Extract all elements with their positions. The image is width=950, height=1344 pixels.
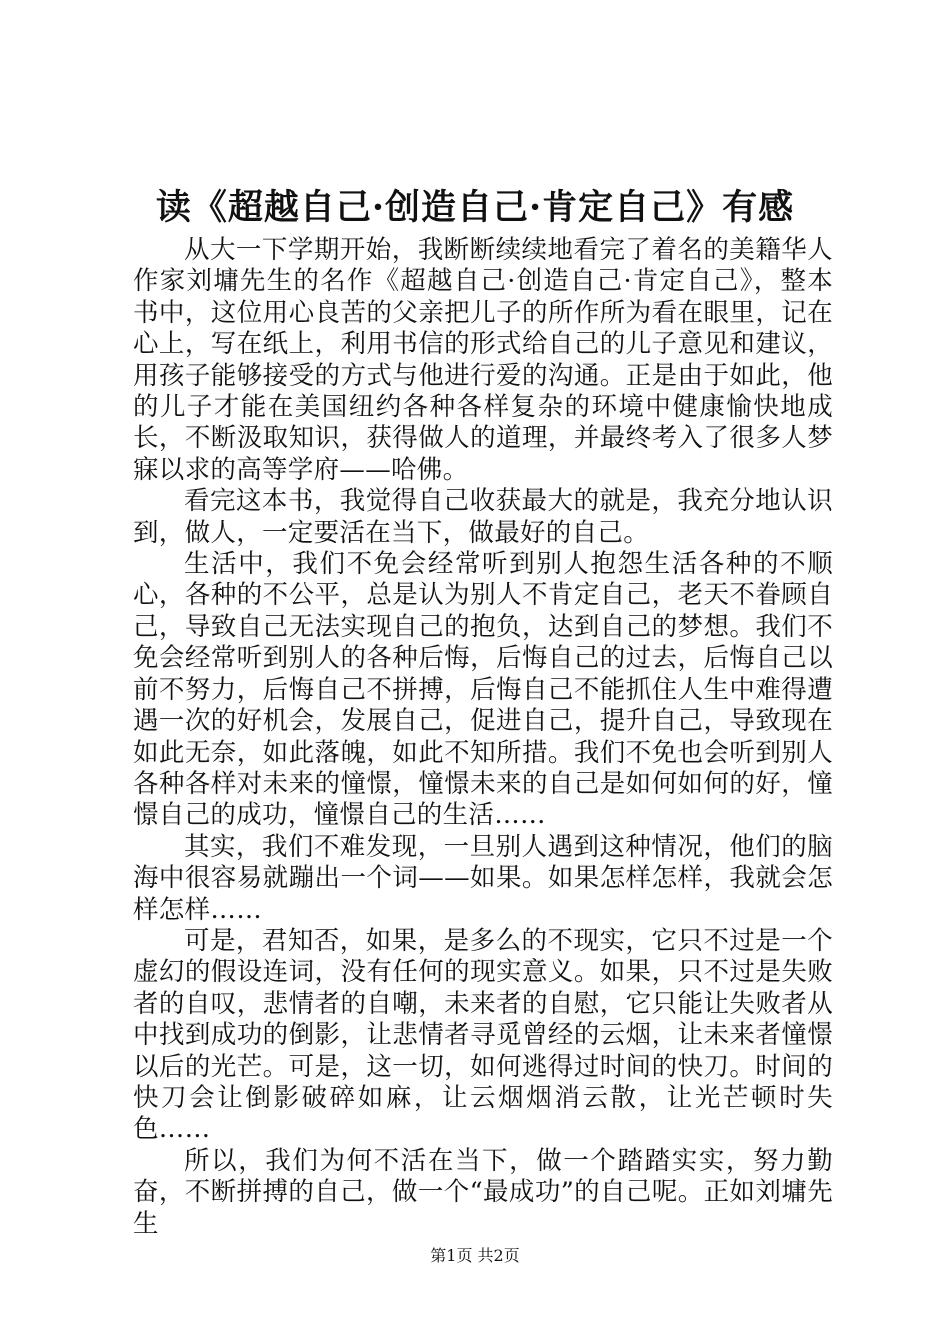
paragraph: 所以，我们为何不活在当下，做一个踏踏实实，努力勤奋，不断拼搏的自己，做一个“最成功”的自己呢。正如刘墉先生 [133,1145,833,1239]
document-title: 读《超越自己·创造自己·肯定自己》有感 [155,187,795,228]
paragraph: 其实，我们不难发现，一旦别人遇到这种情况，他们的脑海中很容易就蹦出一个词——如果。如果怎样怎样，我就会怎样怎样…… [133,831,833,925]
paragraph: 从大一下学期开始，我断断续续地看完了着名的美籍华人作家刘墉先生的名作《超越自己·创造自己·肯定自己》，整本书中，这位用心良苦的父亲把儿子的所作所为看在眼里，记在心上，写在纸上，利用书信的形式给自己的儿子意见和建议，用孩子能够接受的方式与他进行爱的沟通。正是由于如此，他的儿子才能在美国纽约各种各样复杂的环境中健康愉快地成长，不断汲取知识，获得做人的道理，并最终考入了很多人梦寐以求的高等学府——哈佛。 [133,235,833,485]
page-footer: 第1页 共2页 [430,1246,520,1265]
paragraph: 可是，君知否，如果，是多么的不现实，它只不过是一个虚幻的假设连词，没有任何的现实意义。如果，只不过是失败者的自叹，悲情者的自嘲，未来者的自慰，它只能让失败者从中找到成功的倒影，让悲情者寻觅曾经的云烟，让未来者憧憬以后的光芒。可是，这一切，如何逃得过时间的快刀。时间的快刀会让倒影破碎如麻，让云烟烟消云散，让光芒顿时失色…… [133,925,833,1145]
paragraph: 生活中，我们不免会经常听到别人抱怨生活各种的不顺心，各种的不公平，总是认为别人不肯定自己，老天不眷顾自己，导致自己无法实现自己的抱负，达到自己的梦想。我们不免会经常听到别人的各种后悔，后悔自己的过去，后悔自己以前不努力，后悔自己不拼搏，后悔自己不能抓住人生中难得遭遇一次的好机会，发展自己，促进自己，提升自己，导致现在如此无奈，如此落魄，如此不知所措。我们不免也会听到别人各种各样对未来的憧憬，憧憬未来的自己是如何如何的好，憧憬自己的成功，憧憬自己的生活…… [133,549,833,831]
document-body [133,235,833,1240]
paragraph: 看完这本书，我觉得自己收获最大的就是，我充分地认识到，做人，一定要活在当下，做最好的自己。 [133,486,833,548]
